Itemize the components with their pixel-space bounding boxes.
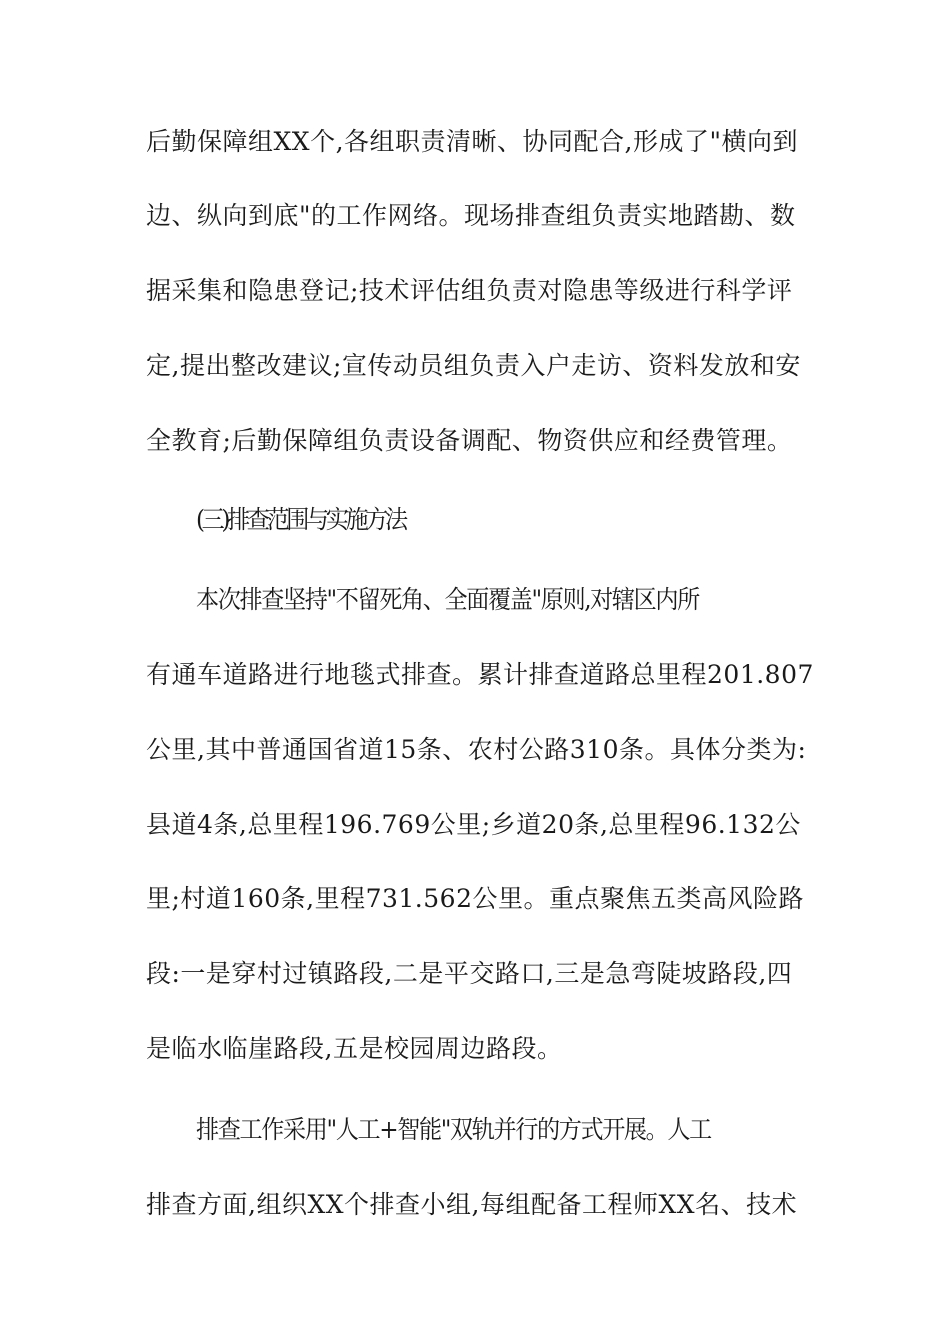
paragraph-line-5: 全教育;后勤保障组负责设备调配、物资供应和经费管理。: [146, 426, 793, 455]
paragraph-line-11: 段:一是穿村过镇路段,二是平交路口,三是急弯陡坡路段,四: [146, 959, 793, 988]
paragraph-line-3: 据采集和隐患登记;技术评估组负责对隐患等级进行科学评: [146, 276, 793, 305]
paragraph-line-13: 排查工作采用"人工+智能"双轨并行的方式开展。人工: [196, 1115, 711, 1144]
paragraph-line-12: 是临水临崖路段,五是校园周边路段。: [146, 1034, 563, 1063]
paragraph-line-9: 县道4条,总里程196.769公里;乡道20条,总里程96.132公: [146, 810, 801, 839]
paragraph-line-14: 排查方面,组织XX个排查小组,每组配备工程师XX名、技术: [146, 1190, 798, 1219]
paragraph-line-2: 边、纵向到底"的工作网络。现场排查组负责实地踏勘、数: [146, 201, 796, 230]
paragraph-line-1: 后勤保障组XX个,各组职责清晰、协同配合,形成了"横向到: [146, 127, 798, 156]
paragraph-line-8: 公里,其中普通国省道15条、农村公路310条。具体分类为:: [146, 735, 807, 764]
paragraph-line-7: 有通车道路进行地毯式排查。累计排查道路总里程201.807: [146, 660, 814, 689]
paragraph-line-6: 本次排查坚持"不留死角、全面覆盖"原则,对辖区内所: [196, 585, 699, 614]
paragraph-line-10: 里;村道160条,里程731.562公里。重点聚焦五类高风险路: [146, 884, 804, 913]
paragraph-line-4: 定,提出整改建议;宣传动员组负责入户走访、资料发放和安: [146, 351, 801, 380]
section-heading: (三)排查范围与实施方法: [196, 505, 405, 534]
